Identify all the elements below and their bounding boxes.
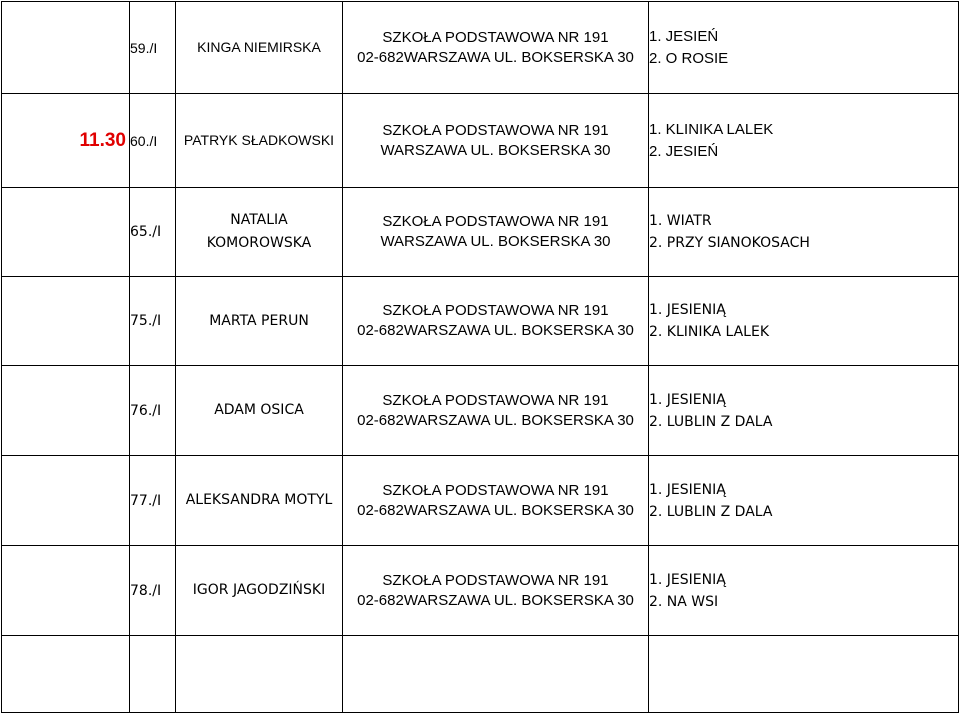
entry-number: 65./I	[130, 188, 176, 277]
performer-name-line: IGOR JAGODZIŃSKI	[192, 582, 326, 598]
school-address-line: 02-682WARSZAWA UL. BOKSERSKA 30	[357, 501, 634, 519]
school-address-line: SZKOŁA PODSTAWOWA NR 191	[382, 481, 609, 499]
song-list	[649, 188, 959, 277]
entry-number	[130, 636, 176, 713]
song-title: 1. JESIENIĄ	[649, 571, 726, 588]
song-title: 2. JESIEŃ	[649, 142, 719, 160]
school-address-line: 02-682WARSZAWA UL. BOKSERSKA 30	[357, 591, 634, 609]
school-address	[343, 546, 649, 636]
time-cell	[2, 188, 130, 277]
performer-name	[176, 2, 343, 94]
school-address-line: SZKOŁA PODSTAWOWA NR 191	[382, 302, 609, 319]
school-address	[343, 277, 649, 366]
table-row	[2, 94, 959, 188]
time-cell	[2, 636, 130, 713]
song-title: 2. LUBLIN Z DALA	[649, 503, 773, 520]
song-title: 1. JESIENIĄ	[649, 302, 726, 318]
performer-name-line: PATRYK SŁADKOWSKI	[183, 132, 335, 148]
table-row	[2, 636, 959, 713]
performer-name-line: NATALIA	[230, 212, 288, 228]
time-cell	[2, 277, 130, 366]
entry-number: 75./I	[130, 277, 176, 366]
song-list	[649, 277, 959, 366]
song-title: 2. LUBLIN Z DALA	[649, 413, 773, 430]
song-title: 1. JESIENIĄ	[649, 481, 726, 498]
school-address-line: SZKOŁA PODSTAWOWA NR 191	[382, 213, 609, 230]
table-row	[2, 188, 959, 277]
school-address-line: SZKOŁA PODSTAWOWA NR 191	[382, 571, 609, 589]
song-title: 1. JESIENIĄ	[649, 391, 726, 408]
school-address-line: 02-682WARSZAWA UL. BOKSERSKA 30	[357, 322, 634, 339]
school-address-line: SZKOŁA PODSTAWOWA NR 191	[382, 28, 609, 46]
time-cell	[2, 94, 130, 188]
performer-name-line: ALEKSANDRA MOTYL	[185, 492, 333, 508]
time-cell	[2, 366, 130, 456]
time-label: 11.30	[79, 129, 126, 151]
entry-number: 76./I	[130, 366, 176, 456]
performer-name	[176, 188, 343, 277]
school-address-line: SZKOŁA PODSTAWOWA NR 191	[382, 391, 609, 409]
performer-name-line: KINGA NIEMIRSKA	[197, 39, 321, 55]
song-list	[649, 456, 959, 546]
table-row	[2, 456, 959, 546]
school-address-line: WARSZAWA UL. BOKSERSKA 30	[380, 141, 611, 159]
school-address	[343, 636, 649, 713]
school-address	[343, 94, 649, 188]
schedule-table	[1, 1, 959, 713]
time-cell	[2, 456, 130, 546]
song-list	[649, 546, 959, 636]
school-address-line: SZKOŁA PODSTAWOWA NR 191	[382, 121, 609, 139]
performer-name	[176, 277, 343, 366]
song-list	[649, 366, 959, 456]
school-address	[343, 2, 649, 94]
song-list	[649, 94, 959, 188]
table-row	[2, 546, 959, 636]
song-title: 1. WIATR	[649, 213, 712, 229]
entry-number: 59./I	[130, 2, 176, 94]
entry-number: 60./I	[130, 94, 176, 188]
song-title: 2. PRZY SIANOKOSACH	[649, 235, 810, 251]
performer-name	[176, 94, 343, 188]
performer-name	[176, 636, 343, 713]
song-list	[649, 2, 959, 94]
song-title: 2. O ROSIE	[649, 49, 729, 67]
song-title: 1. JESIEŃ	[649, 27, 719, 45]
school-address	[343, 188, 649, 277]
song-title: 2. NA WSI	[649, 593, 719, 610]
schedule-body	[2, 2, 959, 713]
song-title: 2. KLINIKA LALEK	[649, 324, 770, 340]
table-row	[2, 366, 959, 456]
song-list	[649, 636, 959, 713]
performer-name-line: ADAM OSICA	[214, 402, 304, 418]
performer-name-line: MARTA PERUN	[209, 312, 309, 329]
time-cell	[2, 546, 130, 636]
performer-name	[176, 366, 343, 456]
entry-number: 77./I	[130, 456, 176, 546]
table-row	[2, 277, 959, 366]
performer-name	[176, 456, 343, 546]
table-row	[2, 2, 959, 94]
performer-name	[176, 546, 343, 636]
school-address-line: 02-682WARSZAWA UL. BOKSERSKA 30	[357, 411, 634, 429]
school-address-line: 02-682WARSZAWA UL. BOKSERSKA 30	[357, 48, 634, 66]
song-title: 1. KLINIKA LALEK	[649, 120, 774, 138]
time-cell	[2, 2, 130, 94]
school-address	[343, 456, 649, 546]
performer-name-line: KOMOROWSKA	[206, 235, 312, 251]
school-address-line: WARSZAWA UL. BOKSERSKA 30	[380, 233, 611, 250]
school-address	[343, 366, 649, 456]
entry-number: 78./I	[130, 546, 176, 636]
